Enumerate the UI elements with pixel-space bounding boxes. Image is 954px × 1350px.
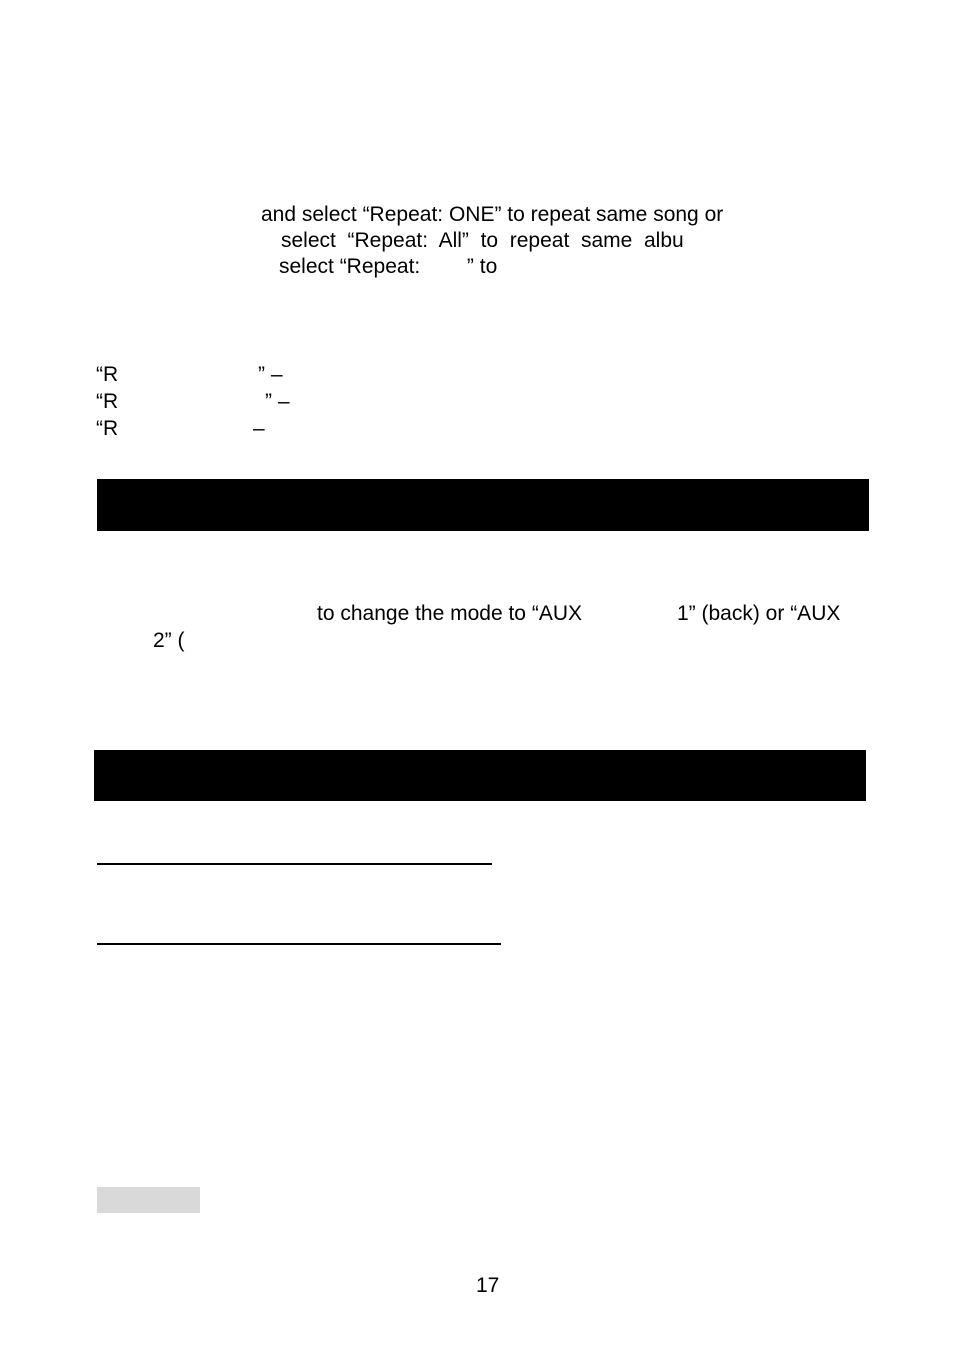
page-number: 17 [476,1274,500,1297]
section-header-bar [97,479,869,531]
aux-instruction-line-2: 2” ( [153,629,185,652]
underline-rule [97,863,492,865]
repeat-item-1-suffix: ” – [258,363,283,386]
repeat-item-1-prefix: “R [96,363,119,386]
repeat-instruction-line-2: select “Repeat: All” to repeat same albu [281,229,684,252]
repeat-instruction-line-1: and select “Repeat: ONE” to repeat same song or [261,203,724,226]
repeat-instruction-line-3: select “Repeat: ” to [279,255,498,278]
aux-instruction-line-1a: to change the mode to “AUX [317,602,582,625]
section-header-bar [94,750,866,801]
repeat-item-3-prefix: “R [96,417,119,440]
underline-rule [97,943,501,945]
repeat-item-2-suffix: ” – [265,390,290,413]
grey-highlight-box [97,1187,200,1213]
repeat-item-2-prefix: “R [96,390,119,413]
repeat-item-3-suffix: – [253,417,265,440]
aux-instruction-line-1b: 1” (back) or “AUX [677,602,841,625]
